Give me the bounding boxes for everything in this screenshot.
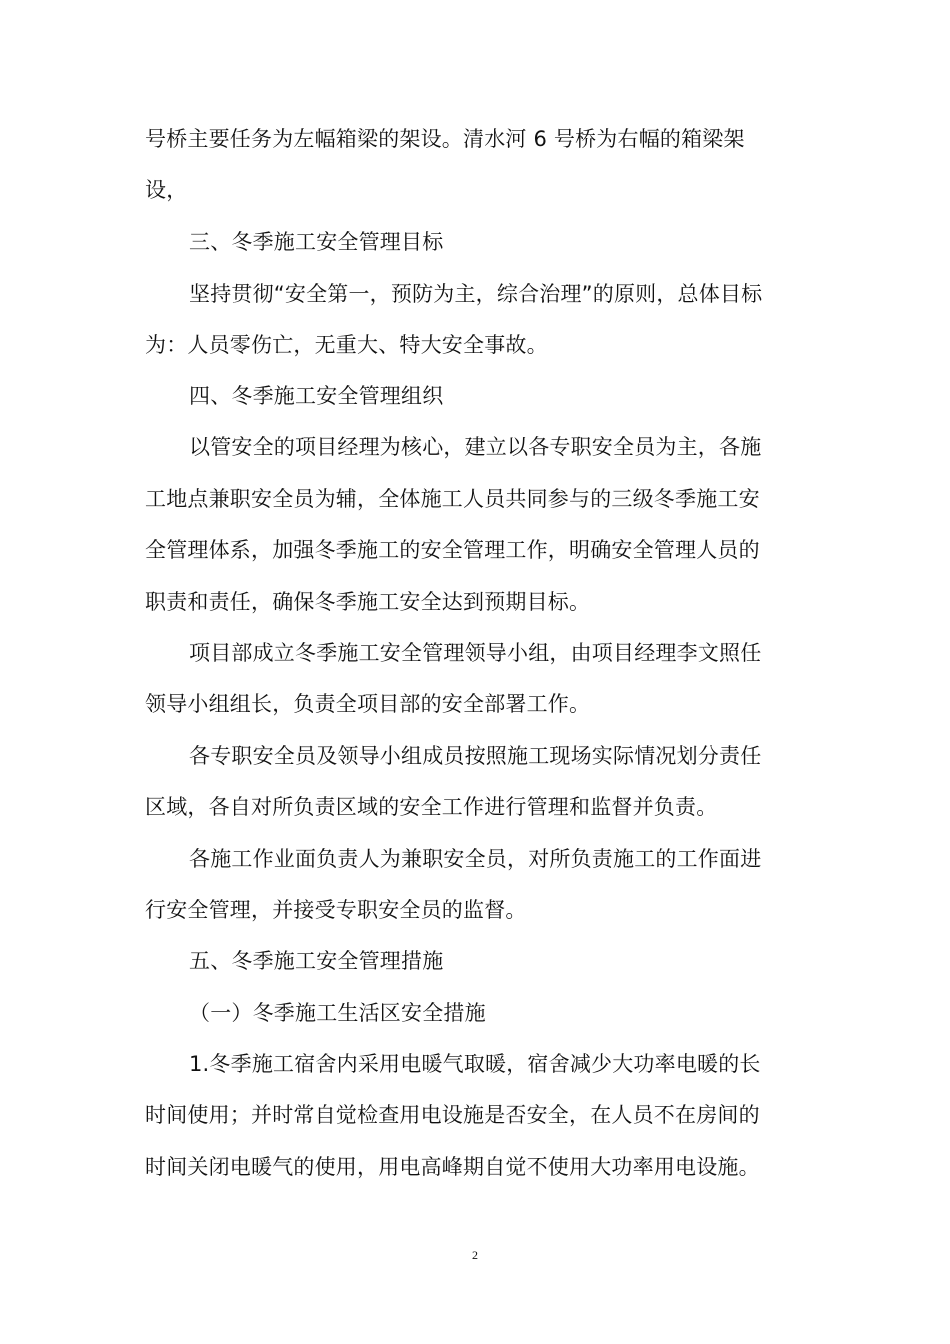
text-line: 领导小组组长，负责全项目部的安全部署工作。 bbox=[145, 692, 591, 716]
text-line: 设， bbox=[145, 178, 188, 202]
text-line: 全管理体系，加强冬季施工的安全管理工作，明确安全管理人员的 bbox=[145, 538, 760, 562]
text-line: 号桥主要任务为左幅箱梁的架设。清水河 6 号桥为右幅的箱梁架 bbox=[145, 127, 745, 151]
section-heading: 五、冬季施工安全管理措施 bbox=[189, 949, 444, 973]
page-number: 2 bbox=[472, 1248, 478, 1262]
section-heading: 四、冬季施工安全管理组织 bbox=[189, 384, 444, 408]
text-line: 项目部成立冬季施工安全管理领导小组，由项目经理李文照任 bbox=[189, 641, 762, 665]
text-line: 各施工作业面负责人为兼职安全员，对所负责施工的工作面进 bbox=[189, 847, 762, 871]
text-line: 为：人员零伤亡，无重大、特大安全事故。 bbox=[145, 333, 548, 357]
text-line: 坚持贯彻“安全第一，预防为主，综合治理”的原则，总体目标 bbox=[189, 282, 763, 306]
section-heading: 三、冬季施工安全管理目标 bbox=[189, 230, 444, 254]
text-line: 职责和责任，确保冬季施工安全达到预期目标。 bbox=[145, 590, 591, 614]
text-line: 以管安全的项目经理为核心，建立以各专职安全员为主，各施 bbox=[189, 435, 762, 459]
text-line: 行安全管理，并接受专职安全员的监督。 bbox=[145, 898, 527, 922]
text-line: 时间使用；并时常自觉检查用电设施是否安全，在人员不在房间的 bbox=[145, 1103, 760, 1127]
text-line: 时间关闭电暖气的使用，用电高峰期自觉不使用大功率用电设施。 bbox=[145, 1155, 760, 1179]
text-line: 工地点兼职安全员为辅，全体施工人员共同参与的三级冬季施工安 bbox=[145, 487, 760, 511]
text-line: 区域，各自对所负责区域的安全工作进行管理和监督并负责。 bbox=[145, 795, 718, 819]
text-line: 1.冬季施工宿舍内采用电暖气取暖，宿舍减少大功率电暖的长 bbox=[189, 1052, 761, 1076]
subsection-heading: （一）冬季施工生活区安全措施 bbox=[189, 1001, 486, 1025]
text-line: 各专职安全员及领导小组成员按照施工现场实际情况划分责任 bbox=[189, 744, 762, 768]
